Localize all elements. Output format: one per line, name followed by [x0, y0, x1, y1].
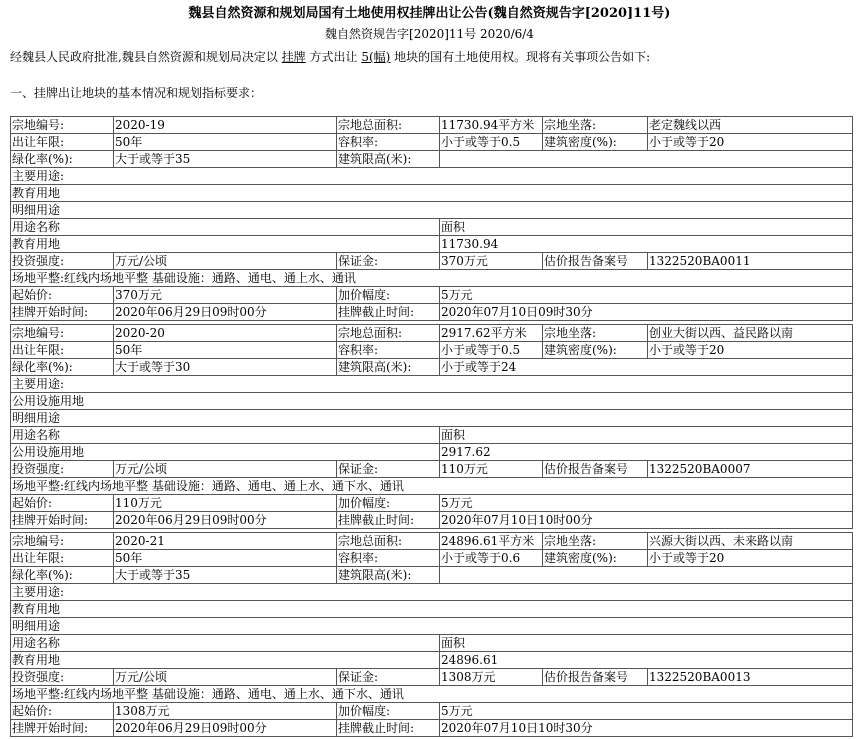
start-time-label: 挂牌开始时间:	[11, 304, 114, 321]
site-label: 场地平整:	[12, 479, 65, 493]
intro-text-2: 方式出让	[309, 50, 358, 64]
height-label: 建筑限高(米):	[337, 359, 440, 376]
site-row	[11, 270, 853, 287]
deposit-label: 保证金:	[337, 253, 440, 270]
main-use-label: 主要用途:	[11, 584, 853, 601]
end-time-label: 挂牌截止时间:	[337, 304, 440, 321]
doc-number: 魏自然资规告字[2020]11号	[325, 27, 477, 41]
table-row	[11, 635, 853, 652]
table-row	[11, 219, 853, 236]
doc-date: 2020/6/4	[480, 27, 534, 41]
table-row	[11, 461, 853, 478]
far-label: 容积率:	[337, 550, 440, 567]
end-time-label: 挂牌截止时间:	[337, 512, 440, 529]
use-area-value: 24896.61	[440, 652, 853, 669]
site-value: 红线内场地平整 基础设施：通路、通电、通上水、通下水、通讯	[64, 479, 404, 493]
start-time-value: 2020年06月29日09时00分	[114, 720, 337, 737]
site-row	[11, 478, 853, 495]
end-time-label: 挂牌截止时间:	[337, 720, 440, 737]
main-use-value: 教育用地	[11, 185, 853, 202]
deposit-label: 保证金:	[337, 669, 440, 686]
site-value: 红线内场地平整 基础设施：通路、通电、通上水、通下水、通讯	[64, 687, 404, 701]
height-value	[440, 567, 853, 584]
parcel-no-value: 2020-21	[114, 533, 337, 550]
parcel-no-label: 宗地编号:	[11, 117, 114, 134]
appraisal-label: 估价报告备案号	[543, 253, 648, 270]
appraisal-value: 1322520BA0011	[648, 253, 853, 270]
intro-text-3: 地块的国有土地使用权。现将有关事项公告如下:	[394, 50, 651, 64]
detail-use-label: 明细用途	[11, 410, 853, 427]
main-use-value: 公用设施用地	[11, 393, 853, 410]
location-value: 创业大街以西、益民路以南	[648, 325, 853, 342]
total-area-value: 2917.62平方米	[440, 325, 543, 342]
far-value: 小于或等于0.5	[440, 134, 543, 151]
far-label: 容积率:	[337, 342, 440, 359]
table-row	[11, 287, 853, 304]
green-value: 大于或等于35	[114, 567, 337, 584]
invest-label: 投资强度:	[11, 669, 114, 686]
table-row	[11, 168, 853, 185]
use-name-header: 用途名称	[11, 219, 440, 236]
increment-value: 5万元	[440, 287, 853, 304]
main-use-label: 主要用途:	[11, 376, 853, 393]
parcel-block-2020-20	[10, 324, 852, 529]
total-area-value: 24896.61平方米	[440, 533, 543, 550]
table-row	[11, 270, 853, 287]
term-label: 出让年限:	[11, 342, 114, 359]
term-label: 出让年限:	[11, 550, 114, 567]
use-name-value: 公用设施用地	[11, 444, 440, 461]
location-value: 兴源大街以西、未来路以南	[648, 533, 853, 550]
end-time-value: 2020年07月10日10时00分	[440, 512, 853, 529]
main-use-label: 主要用途:	[11, 168, 853, 185]
start-price-value: 1308万元	[114, 703, 337, 720]
detail-use-label: 明细用途	[11, 618, 853, 635]
table-row	[11, 151, 853, 168]
start-time-label: 挂牌开始时间:	[11, 512, 114, 529]
table-row	[11, 134, 853, 151]
table-row	[11, 376, 853, 393]
parcel-table	[10, 532, 853, 737]
start-price-value: 110万元	[114, 495, 337, 512]
term-value: 50年	[114, 134, 337, 151]
total-area-label: 宗地总面积:	[337, 325, 440, 342]
use-name-header: 用途名称	[11, 427, 440, 444]
table-row	[11, 478, 853, 495]
table-row	[11, 533, 853, 550]
table-row	[11, 703, 853, 720]
deposit-value: 1308万元	[440, 669, 543, 686]
use-name-value: 教育用地	[11, 652, 440, 669]
section-heading: 一、挂牌出让地块的基本情况和规划指标要求：	[10, 86, 263, 100]
parcel-block-2020-19	[10, 116, 852, 321]
table-row	[11, 669, 853, 686]
far-value: 小于或等于0.5	[440, 342, 543, 359]
table-row	[11, 686, 853, 703]
increment-value: 5万元	[440, 703, 853, 720]
invest-value: 万元/公顷	[114, 253, 337, 270]
use-name-value: 教育用地	[11, 236, 440, 253]
table-row	[11, 304, 853, 321]
green-label: 绿化率(%):	[11, 151, 114, 168]
main-use-value: 教育用地	[11, 601, 853, 618]
table-row	[11, 185, 853, 202]
appraisal-value: 1322520BA0007	[648, 461, 853, 478]
table-row	[11, 584, 853, 601]
table-row	[11, 495, 853, 512]
invest-value: 万元/公顷	[114, 669, 337, 686]
parcel-table	[10, 324, 853, 529]
table-row	[11, 720, 853, 737]
green-label: 绿化率(%):	[11, 567, 114, 584]
table-row	[11, 236, 853, 253]
intro-method: 挂牌	[281, 50, 306, 64]
increment-label: 加价幅度:	[337, 287, 440, 304]
parcel-block-2020-21	[10, 532, 852, 737]
parcel-table	[10, 116, 853, 321]
parcel-no-value: 2020-19	[114, 117, 337, 134]
appraisal-label: 估价报告备案号	[543, 461, 648, 478]
table-row	[11, 652, 853, 669]
density-value: 小于或等于20	[648, 342, 853, 359]
appraisal-label: 估价报告备案号	[543, 669, 648, 686]
total-area-label: 宗地总面积:	[337, 533, 440, 550]
start-time-value: 2020年06月29日09时00分	[114, 512, 337, 529]
height-value: 小于或等于24	[440, 359, 853, 376]
density-label: 建筑密度(%):	[543, 342, 648, 359]
green-value: 大于或等于30	[114, 359, 337, 376]
parcel-no-label: 宗地编号:	[11, 533, 114, 550]
start-time-value: 2020年06月29日09时00分	[114, 304, 337, 321]
density-value: 小于或等于20	[648, 134, 853, 151]
invest-label: 投资强度:	[11, 461, 114, 478]
table-row	[11, 601, 853, 618]
doc-info-line	[0, 25, 859, 42]
invest-label: 投资强度:	[11, 253, 114, 270]
density-value: 小于或等于20	[648, 550, 853, 567]
height-label: 建筑限高(米):	[337, 567, 440, 584]
intro-paragraph	[10, 48, 650, 65]
table-row	[11, 550, 853, 567]
green-label: 绿化率(%):	[11, 359, 114, 376]
far-value: 小于或等于0.6	[440, 550, 543, 567]
use-area-value: 11730.94	[440, 236, 853, 253]
increment-value: 5万元	[440, 495, 853, 512]
table-row	[11, 427, 853, 444]
far-label: 容积率:	[337, 134, 440, 151]
deposit-value: 370万元	[440, 253, 543, 270]
table-row	[11, 253, 853, 270]
start-price-label: 起始价:	[11, 703, 114, 720]
height-value	[440, 151, 853, 168]
site-label: 场地平整:	[12, 271, 65, 285]
deposit-value: 110万元	[440, 461, 543, 478]
intro-count: 5(幅)	[361, 50, 391, 64]
table-row	[11, 512, 853, 529]
start-time-label: 挂牌开始时间:	[11, 720, 114, 737]
table-row	[11, 325, 853, 342]
increment-label: 加价幅度:	[337, 703, 440, 720]
appraisal-value: 1322520BA0013	[648, 669, 853, 686]
parcel-no-label: 宗地编号:	[11, 325, 114, 342]
table-row	[11, 410, 853, 427]
total-area-label: 宗地总面积:	[337, 117, 440, 134]
start-price-label: 起始价:	[11, 495, 114, 512]
table-row	[11, 202, 853, 219]
term-label: 出让年限:	[11, 134, 114, 151]
height-label: 建筑限高(米):	[337, 151, 440, 168]
area-header: 面积	[440, 427, 853, 444]
table-row	[11, 359, 853, 376]
site-value: 红线内场地平整 基础设施：通路、通电、通上水、通讯	[64, 271, 356, 285]
location-label: 宗地坐落:	[543, 325, 648, 342]
deposit-label: 保证金:	[337, 461, 440, 478]
invest-value: 万元/公顷	[114, 461, 337, 478]
site-label: 场地平整:	[12, 687, 65, 701]
location-label: 宗地坐落:	[543, 117, 648, 134]
table-row	[11, 444, 853, 461]
area-header: 面积	[440, 635, 853, 652]
page-title: 魏县自然资源和规划局国有土地使用权挂牌出让公告(魏自然资规告字[2020]11号)	[188, 6, 671, 21]
table-row	[11, 342, 853, 359]
term-value: 50年	[114, 342, 337, 359]
parcel-no-value: 2020-20	[114, 325, 337, 342]
start-price-label: 起始价:	[11, 287, 114, 304]
site-row	[11, 686, 853, 703]
density-label: 建筑密度(%):	[543, 550, 648, 567]
use-area-value: 2917.62	[440, 444, 853, 461]
use-name-header: 用途名称	[11, 635, 440, 652]
detail-use-label: 明细用途	[11, 202, 853, 219]
location-value: 老定魏线以西	[648, 117, 853, 134]
total-area-value: 11730.94平方米	[440, 117, 543, 134]
end-time-value: 2020年07月10日10时30分	[440, 720, 853, 737]
end-time-value: 2020年07月10日09时30分	[440, 304, 853, 321]
table-row	[11, 618, 853, 635]
green-value: 大于或等于35	[114, 151, 337, 168]
table-row	[11, 393, 853, 410]
start-price-value: 370万元	[114, 287, 337, 304]
table-row	[11, 117, 853, 134]
location-label: 宗地坐落:	[543, 533, 648, 550]
area-header: 面积	[440, 219, 853, 236]
increment-label: 加价幅度:	[337, 495, 440, 512]
table-row	[11, 567, 853, 584]
term-value: 50年	[114, 550, 337, 567]
density-label: 建筑密度(%):	[543, 134, 648, 151]
intro-text-1: 经魏县人民政府批准,魏县自然资源和规划局决定以	[10, 50, 278, 64]
